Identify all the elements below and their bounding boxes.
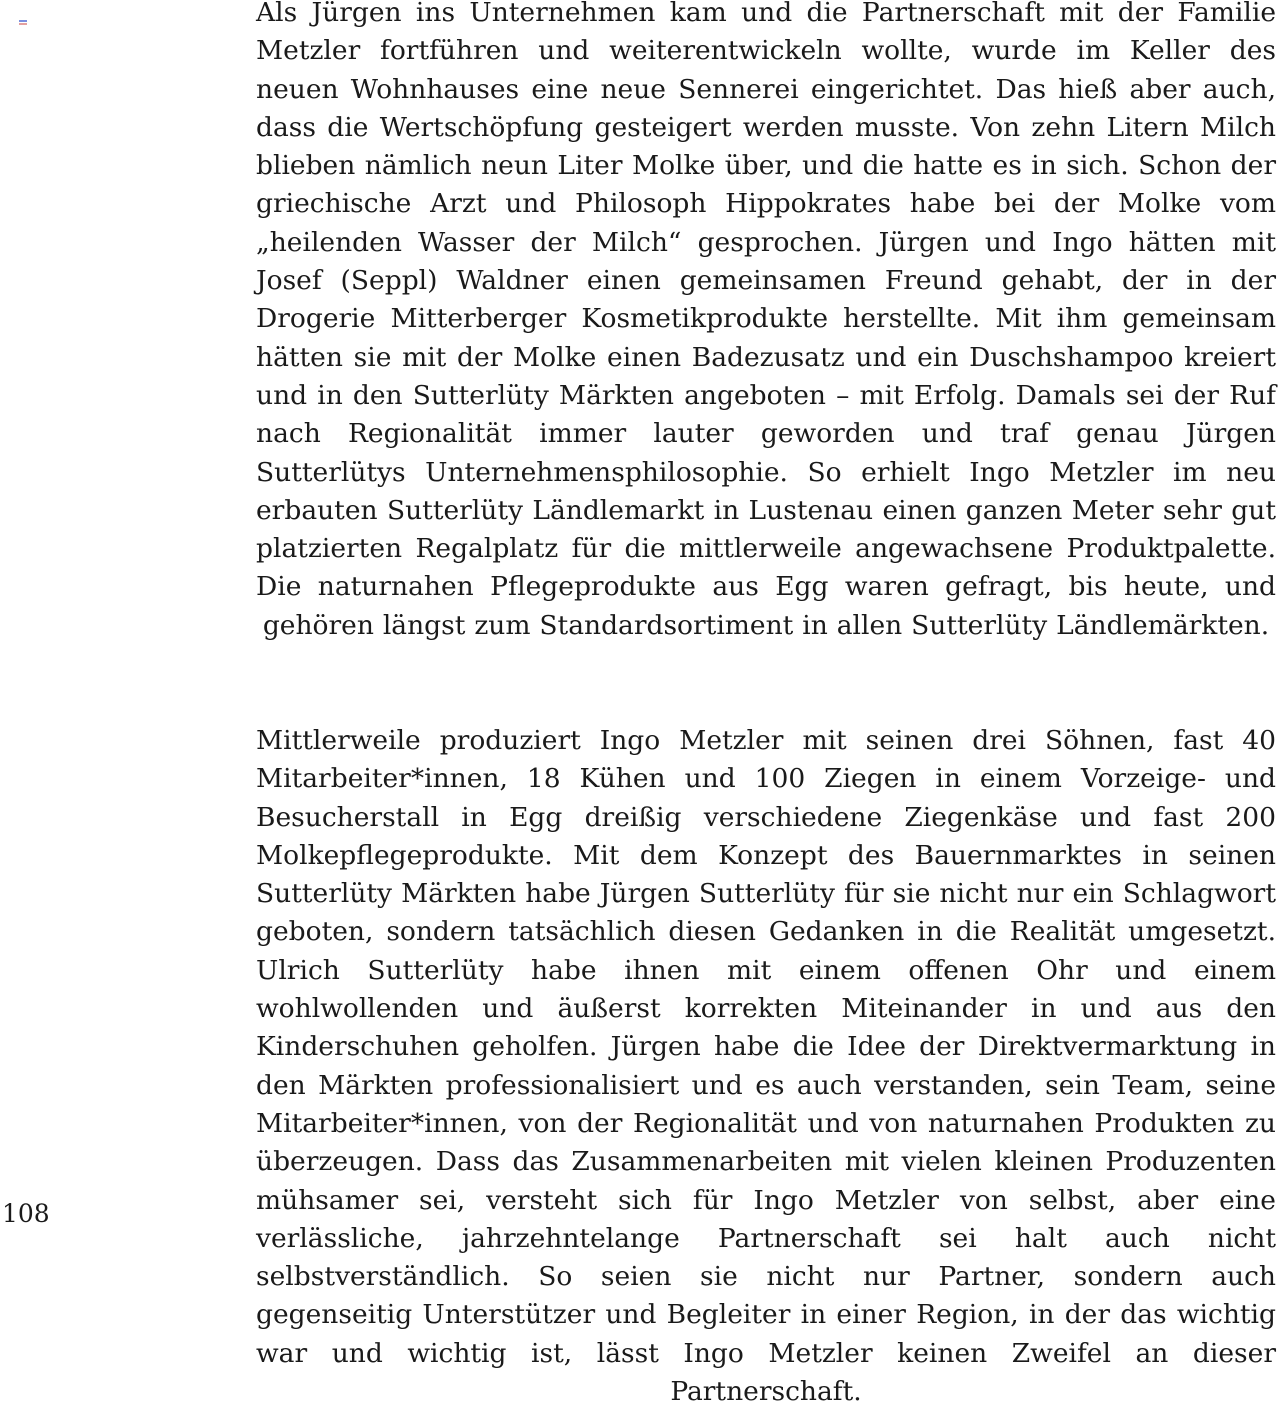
- corner-marker-icon: [19, 20, 27, 26]
- page-number: 108: [2, 1199, 50, 1228]
- body-paragraph-2: Mittlerweile produziert Ingo Metzler mit seinen drei Söhnen, fast 40 Mitarbeiter*innen, 18 Kühen und 100 Ziegen in einem Vorzeige- und Besucherstall in Egg dreißig verschiedene Ziegenkäse und fast 200 Molkepflegeprodukte. Mit dem Konzept des Bauernmarktes in seinen Sutterlüty Märkten habe Jürgen Sutterlüty für sie nicht nur ein Schlagwort geboten, sondern tatsächlich diesen Gedanken in die Realität umgesetzt. Ulrich Sutterlüty habe ihnen mit einem offenen Ohr und einem wohlwollenden und äußerst korrekten Miteinander in und aus den Kinderschuhen geholfen. Jürgen habe die Idee der Direktvermarktung in den Märkten professionalisiert und es auch verstanden, sein Team, seine Mitarbeiter*innen, von der Regionalität und von naturnahen Produkten zu überzeugen. Dass das Zusammenarbeiten mit vielen kleinen Produzenten mühsamer sei, versteht sich für Ingo Metzler von selbst, aber eine verlässliche, jahrzehntelange Partnerschaft sei halt auch nicht selbstverständlich. So seien sie nicht nur Partner, sondern auch gegenseitig Unterstützer und Begleiter in einer Region, in der das wichtig war und wichtig ist, lässt Ingo Metzler keinen Zweifel an dieser Partnerschaft.: [256, 725, 1276, 1408]
- body-paragraph-1: Als Jürgen ins Unternehmen kam und die Partnerschaft mit der Familie Metzler fortführen und weiterentwickeln wollte, wurde im Keller des neuen Wohnhauses eine neue Sennerei eingerichtet. Das hieß aber auch, dass die Wertschöpfung gesteigert werden musste. Von zehn Litern Milch blieben nämlich neun Liter Molke über, und die hatte es in sich. Schon der griechische Arzt und Philosoph Hippokrates habe bei der Molke vom „heilenden Wasser der Milch“ gesprochen. Jürgen und Ingo hätten mit Josef (Seppl) Waldner einen gemeinsamen Freund gehabt, der in der Drogerie Mitterberger Kosmetikprodukte herstellte. Mit ihm gemeinsam hätten sie mit der Molke einen Badezusatz und ein Duschshampoo kreiert und in den Sutterlüty Märkten angeboten – mit Erfolg. Damals sei der Ruf nach Regionalität immer lauter geworden und traf genau Jürgen Sutterlütys Unternehmensphilosophie. So erhielt Ingo Metzler im neu erbauten Sutterlüty Ländlemarkt in Lustenau einen ganzen Meter sehr gut platzierten Regalplatz für die mittlerweile angewachsene Produktpalette. Die naturnahen Pflegeprodukte aus Egg waren gefragt, bis heute, und gehören längst zum Standardsortiment in allen Sutterlüty Ländlemärkten.: [256, 0, 1276, 641]
